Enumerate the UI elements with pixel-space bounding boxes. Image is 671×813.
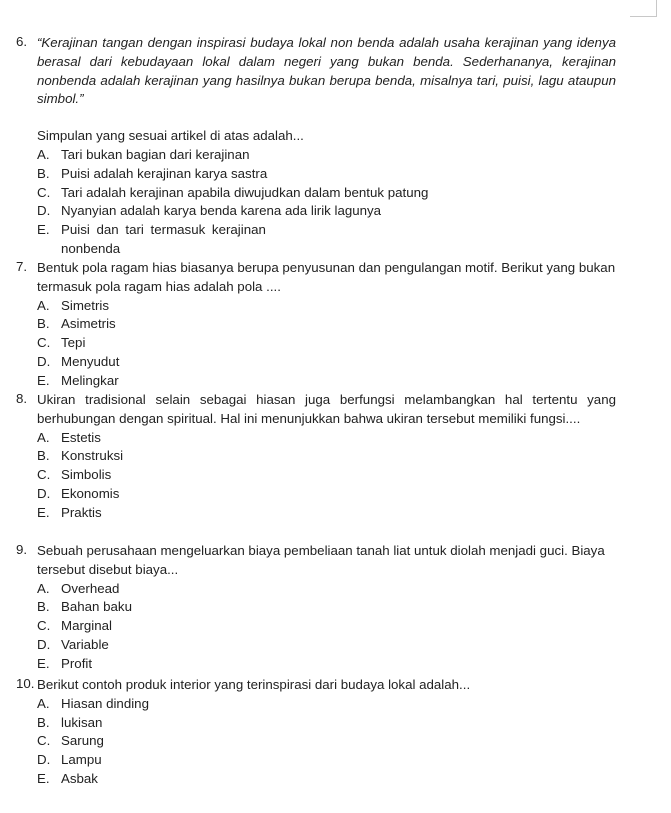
option-b[interactable] [37,714,616,733]
question-number: 9. [16,542,28,557]
option-letter: A. [37,297,50,313]
question-6 [16,34,616,259]
option-d[interactable] [37,485,616,504]
question-text: Ukiran tradisional selain sebagai hiasan juga berfungsi melambangkan hal tertentu yang berhubungan dengan spiritual. Hal ini menunjukkan bahwa ukiran tersebut memiliki fungsi.... [37,392,616,426]
option-letter: E. [37,504,50,520]
option-text: Variable [61,636,109,652]
option-letter: B. [37,316,50,332]
option-letter: C. [37,733,51,749]
option-b[interactable] [37,315,616,334]
option-e[interactable] [37,372,616,391]
option-text: Konstruksi [61,448,124,464]
option-letter: E. [37,372,50,388]
question-text: Bentuk pola ragam hias biasanya berupa penyusunan dan pengulangan motif. Berikut yang bukan termasuk pola ragam hias adalah pola .... [37,260,616,294]
option-a[interactable] [37,580,616,599]
option-text: Lampu [61,752,102,768]
option-text: Asbak [61,770,98,786]
option-letter: D. [37,203,51,219]
option-letter: E. [37,655,50,671]
option-d[interactable] [37,353,616,372]
option-letter: E. [37,770,50,786]
option-letter: B. [37,599,50,615]
option-e[interactable] [37,770,616,789]
question-text: Berikut contoh produk interior yang terinspirasi dari budaya lokal adalah... [37,677,471,692]
option-a[interactable] [37,146,616,165]
option-letter: B. [37,165,50,181]
option-letter: A. [37,580,50,596]
option-text: Praktis [61,504,102,520]
option-e[interactable] [37,504,616,523]
option-text: Bahan baku [61,599,132,615]
option-letter: E. [37,222,50,238]
question-number: 6. [16,34,28,49]
option-c[interactable] [37,334,616,353]
option-text: Profit [61,655,93,671]
option-text: Overhead [61,580,120,596]
option-b[interactable] [37,447,616,466]
option-text: Ekonomis [61,485,120,501]
option-text: Melingkar [61,372,119,388]
option-letter: A. [37,695,50,711]
option-text: Menyudut [61,353,120,369]
option-d[interactable] [37,636,616,655]
question-number: 10. [16,676,35,691]
option-text: Hiasan dinding [61,695,149,711]
option-text: Sarung [61,733,104,749]
option-text: Tari bukan bagian dari kerajinan [61,146,250,162]
option-a[interactable] [37,695,616,714]
option-letter: C. [37,335,51,351]
question-7 [16,259,616,391]
option-letter: C. [37,618,51,634]
option-d[interactable] [37,751,616,770]
option-a[interactable] [37,297,616,316]
question-number: 7. [16,259,28,274]
question-9 [16,542,616,674]
option-text: Simbolis [61,467,112,483]
option-text: Puisi adalah kerajinan karya sastra [61,165,268,181]
option-letter: C. [37,467,51,483]
page-corner-mark [630,0,657,17]
option-text: Estetis [61,429,101,445]
option-text: Tepi [61,335,86,351]
option-text: Asimetris [61,316,116,332]
question-number: 8. [16,391,28,406]
option-letter: C. [37,184,51,200]
option-c[interactable] [37,466,616,485]
option-c[interactable] [37,732,616,751]
option-b[interactable] [37,165,616,184]
option-letter: B. [37,714,50,730]
option-letter: A. [37,146,50,162]
option-letter: D. [37,353,51,369]
option-a[interactable] [37,429,616,448]
option-e[interactable] [37,655,616,674]
question-text: Sebuah perusahaan mengeluarkan biaya pembeliaan tanah liat untuk diolah menjadi guci. Biaya tersebut disebut biaya... [37,543,605,577]
option-c[interactable] [37,184,616,203]
option-text: Puisi dan tari termasuk kerajinan nonbenda [61,222,266,256]
option-text: Nyanyian adalah karya benda karena ada lirik lagunya [61,203,382,219]
option-letter: A. [37,429,50,445]
option-letter: D. [37,636,51,652]
option-b[interactable] [37,598,616,617]
option-text: Simetris [61,297,110,313]
option-e[interactable] [37,221,616,259]
question-8 [16,391,616,523]
option-text: lukisan [61,714,103,730]
option-text: Marginal [61,618,112,634]
option-letter: D. [37,485,51,501]
option-letter: B. [37,448,50,464]
question-text: “Kerajinan tangan dengan inspirasi budaya lokal non benda adalah usaha kerajinan yang idenya berasal dari kebudayaan lokal dalam negeri yang bukan benda. Sederhananya, kerajinan nonbenda adalah kerajinan yang hasilnya bukan berupa benda, misalnya tari, puisi, lagu ataupun simbol.” [37,35,616,107]
question-prompt: Simpulan yang sesuai artikel di atas adalah... [37,128,304,144]
option-c[interactable] [37,617,616,636]
option-letter: D. [37,752,51,768]
question-10 [16,676,616,789]
option-text: Tari adalah kerajinan apabila diwujudkan dalam bentuk patung [61,184,429,200]
option-d[interactable] [37,202,616,221]
